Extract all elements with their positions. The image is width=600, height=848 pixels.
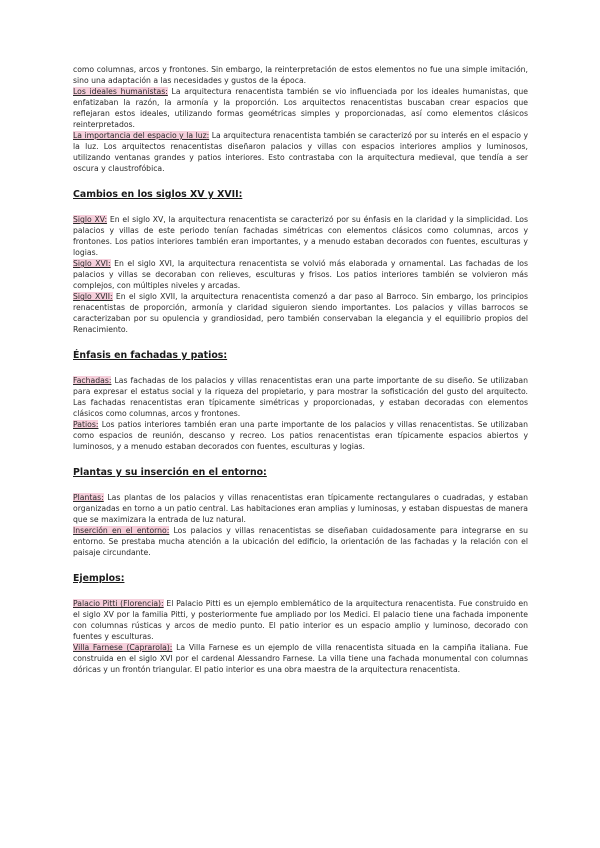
term-label: Palacio Pitti (Florencia): — [73, 599, 164, 608]
paragraph — [73, 525, 528, 558]
paragraph-text: Los palacios y villas renacentistas se diseñaban cuidadosamente para integrarse en su entorno. Se prestaba mucha atención a la ubicación del edificio, la orientación de las fachadas y la relación con el paisaje circundante. — [73, 526, 528, 557]
term-label: Plantas: — [73, 493, 104, 502]
paragraph-text: En el siglo XVII, la arquitectura renacentista comenzó a dar paso al Barroco. Sin embargo, los principios renacentistas de proporción, armonía y claridad siguieron siendo importantes. Los palacios y villas barrocos se caracterizaban por su opulencia y grandiosidad, pero también conservaban la elegancia y el equilibrio propios del Renacimiento. — [73, 292, 529, 334]
term-label: Fachadas: — [73, 376, 112, 385]
term-label: Siglo XV: — [73, 215, 108, 224]
paragraph — [73, 214, 528, 258]
paragraph-text: La Villa Farnese es un ejemplo de villa renacentista situada en la campiña italiana. Fue construida en el siglo XVI por el cardenal Alessandro Farnese. La villa tiene una fachada monumental con columnas dóricas y un frontón triangular. El patio interior es una obra maestra de la arquitectura renacentista. — [73, 643, 528, 674]
term-label: Siglo XVII: — [73, 292, 113, 301]
document-page — [73, 64, 528, 675]
paragraph-text: Los patios interiores también eran una parte importante de los palacios y villas renacentistas. Se utilizaban como espacios de reunión, descanso y recreo. Los patios renacentistas eran típicamente espacios abiertos y luminosos, y a menudo estaban decorados con fuentes, esculturas y logias. — [73, 420, 528, 451]
term-label: Inserción en el entorno: — [73, 526, 170, 535]
paragraph — [73, 130, 528, 174]
paragraph — [73, 642, 528, 675]
paragraph-text: como columnas, arcos y frontones. Sin embargo, la reinterpretación de estos elementos no fue una simple imitación, sino una adaptación a las necesidades y gustos de la época. — [73, 65, 528, 85]
section-heading: Cambios en los siglos XV y XVII: — [73, 189, 243, 200]
term-label: Villa Farnese (Caprarola): — [73, 643, 173, 652]
paragraph — [73, 291, 528, 335]
paragraph — [73, 64, 528, 86]
paragraph — [73, 598, 528, 642]
paragraph — [73, 375, 528, 419]
term-label: Los ideales humanistas: — [73, 87, 168, 96]
term-label: Patios: — [73, 420, 99, 429]
paragraph-text: En el siglo XVI, la arquitectura renacentista se volvió más elaborada y ornamental. Las fachadas de los palacios y villas se decoraban con relieves, esculturas y frisos. Los patios interiores también se volvieron más complejos, con múltiples niveles y arcadas. — [73, 259, 528, 290]
paragraph-text: La arquitectura renacentista también se vio influenciada por los ideales humanistas, que enfatizaban la razón, la armonía y la proporción. Los arquitectos renacentistas buscaban crear espacios que reflejaran estos ideales, utilizando formas geométricas simples y proporcionadas, así como elementos clásicos reinterpretados. — [73, 87, 528, 129]
paragraph — [73, 86, 528, 130]
paragraph — [73, 419, 528, 452]
paragraph — [73, 258, 528, 291]
paragraph-text: El Palacio Pitti es un ejemplo emblemático de la arquitectura renacentista. Fue construido en el siglo XV por la familia Pitti, y posteriormente fue ampliado por los Medici. El palacio tiene una fachada imponente con columnas rústicas y arcos de medio punto. El patio interior es un espacio amplio y luminoso, decorado con fuentes y esculturas. — [73, 599, 528, 641]
section-heading: Énfasis en fachadas y patios: — [73, 350, 228, 361]
paragraph-text: Las fachadas de los palacios y villas renacentistas eran una parte importante de su diseño. Se utilizaban para expresar el estatus social y la riqueza del propietario, y para mostrar la sofisticación del gusto del arquitecto. Las fachadas renacentistas eran típicamente simétricas y proporcionadas, y estaban decoradas con elementos clásicos como columnas, arcos y frontones. — [73, 376, 528, 418]
section-heading: Ejemplos: — [73, 573, 125, 584]
paragraph-text: La arquitectura renacentista también se caracterizó por su interés en el espacio y la luz. Los arquitectos renacentistas diseñaron palacios y villas con espacios interiores amplios y luminosos, utilizando ventanas grandes y patios interiores. Esto contrastaba con la arquitectura medieval, que tendía a ser oscura y claustrofóbica. — [73, 131, 528, 173]
section-heading: Plantas y su inserción en el entorno: — [73, 467, 267, 478]
paragraph — [73, 492, 528, 525]
paragraph-text: En el siglo XV, la arquitectura renacentista se caracterizó por su énfasis en la claridad y la simplicidad. Los palacios y villas de este periodo tenían fachadas simétricas con elementos clásicos como columnas, arcos y frontones. Los patios interiores también eran importantes, y a menudo estaban decorados con fuentes, esculturas y logias. — [73, 215, 529, 257]
term-label: La importancia del espacio y la luz: — [73, 131, 210, 140]
term-label: Siglo XVI: — [73, 259, 111, 268]
paragraph-text: Las plantas de los palacios y villas renacentistas eran típicamente rectangulares o cuadradas, y estaban organizadas en torno a un patio central. Las habitaciones eran amplias y luminosas, y estaban dispuestas de manera que se maximizara la entrada de luz natural. — [73, 493, 528, 524]
